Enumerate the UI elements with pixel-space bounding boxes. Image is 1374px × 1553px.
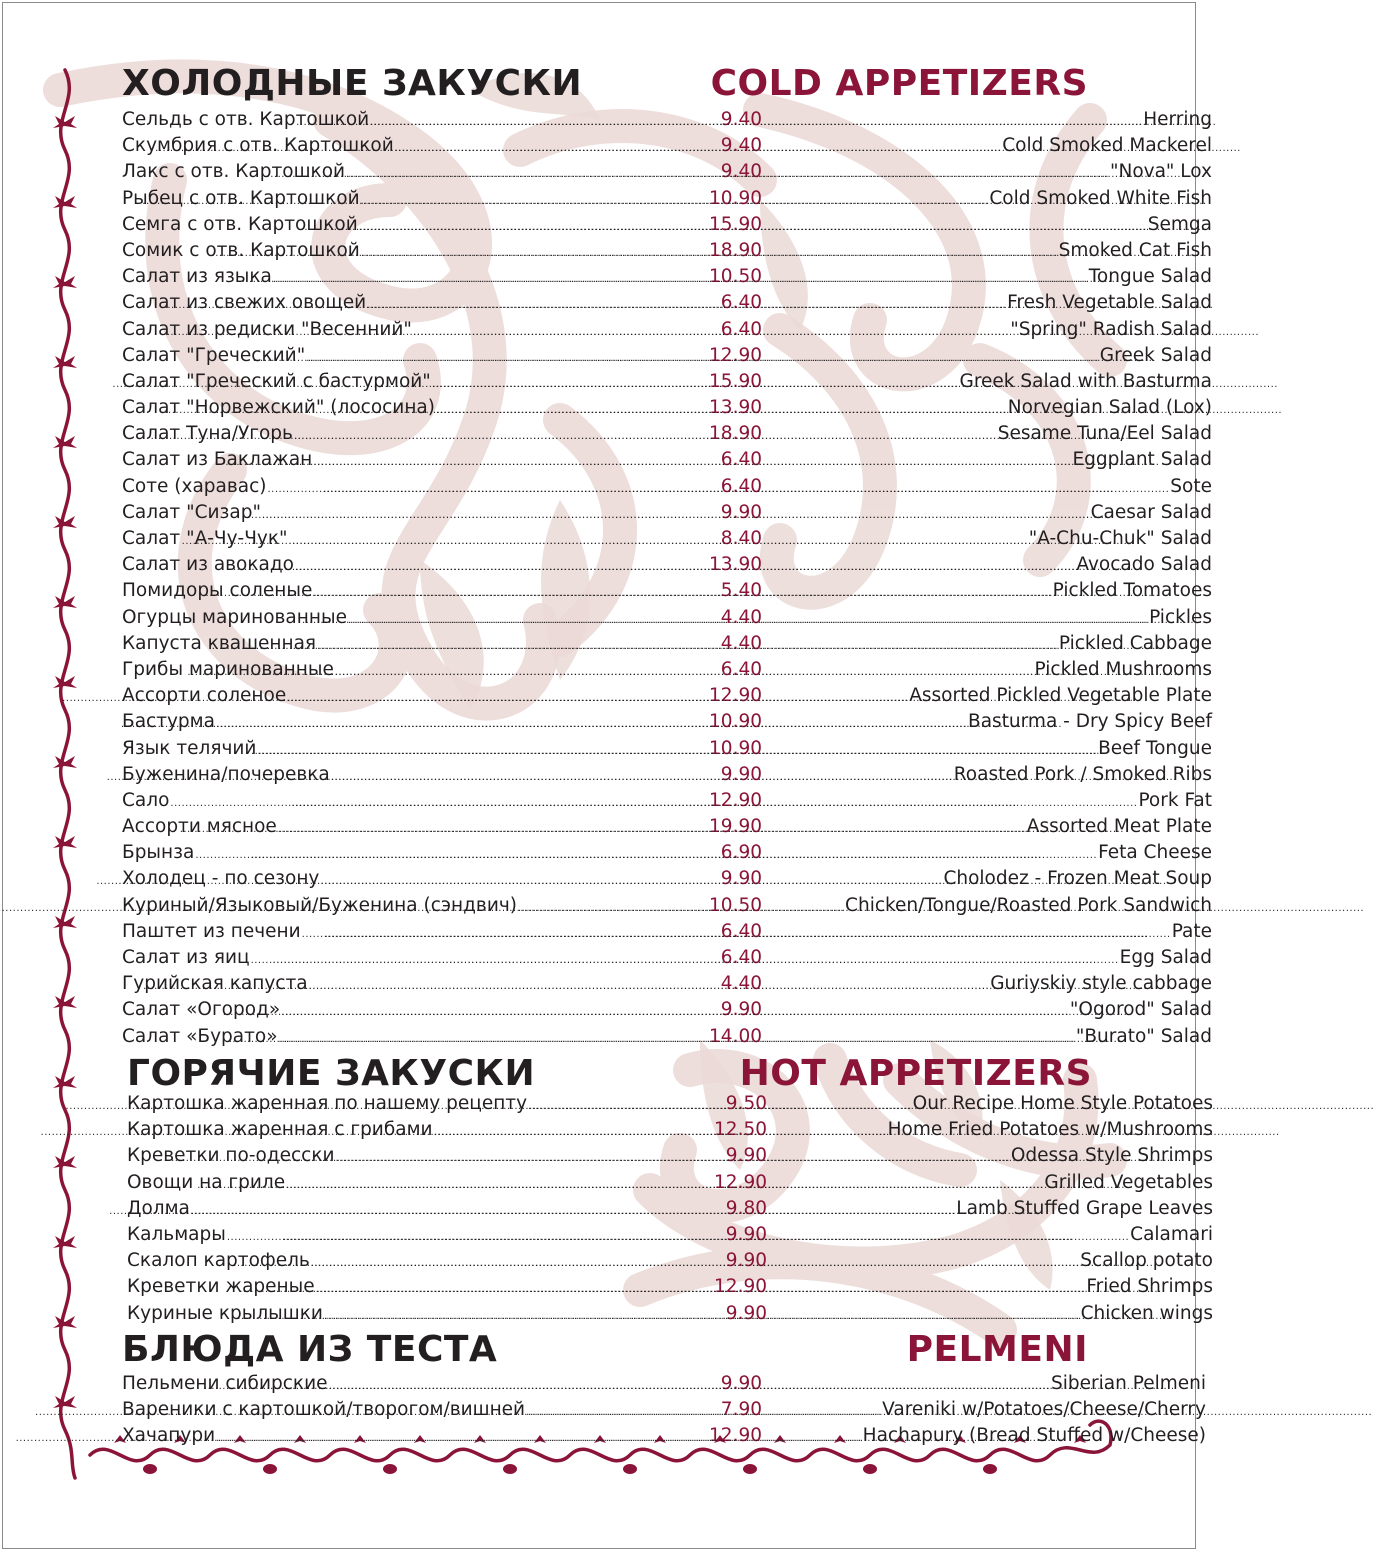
item-price: 12.90 [714,1171,767,1193]
menu-item-row [127,1091,1213,1117]
item-name-en-text: Eggplant Salad [1072,449,1212,471]
dough-title-en: PELMENI [906,1329,1088,1370]
item-name-en [775,1170,1213,1196]
item-name-ru-text: Салат из редиски "Весенний" [122,318,412,340]
item-name-en-text: Chicken wings [1080,1302,1213,1324]
item-name-en-text: Lamb Stuffed Grape Leaves [956,1197,1213,1219]
menu-item-row [122,133,1212,159]
menu-item-row [122,840,1212,866]
menu-item-row [122,552,1212,578]
menu-item-row [127,1117,1213,1143]
item-price: 12.90 [709,685,762,707]
item-name-en-text: "Nova" Lox [1109,161,1212,183]
item-price: 13.90 [709,554,762,576]
item-name-en [766,709,1212,735]
item-price: 9.90 [720,868,762,890]
menu-item-row [127,1301,1213,1327]
item-name-en [775,1196,1213,1222]
cold-title-en: COLD APPETIZERS [710,63,1088,104]
menu-item-row [122,317,1212,343]
item-name-ru-text: Картошка жаренная с грибами [127,1119,433,1141]
menu-item-row [122,578,1212,604]
item-name-en [766,186,1212,212]
menu-item-row [122,683,1212,709]
item-name-ru-text: Вареники с картошкой/творогом/вишней [122,1399,526,1421]
item-price: 12.90 [714,1276,767,1298]
item-name-en-text: Basturma - Dry Spicy Beef [968,711,1212,733]
menu-item-row [122,474,1212,500]
cold-title-ru: ХОЛОДНЫЕ ЗАКУСКИ [122,63,583,104]
item-name-en-text: Cold Smoked Mackerel [1002,135,1212,157]
item-name-ru-text: Пельмени сибирские [122,1373,328,1394]
item-price: 9.90 [725,1302,767,1324]
item-name-en [766,1423,1206,1449]
item-name-en-text: Odessa Style Shrimps [1010,1145,1213,1167]
item-price: 10.50 [709,894,762,916]
item-name-ru-text: Салат «Огород» [122,999,281,1021]
hot-title-ru: ГОРЯЧИЕ ЗАКУСКИ [127,1053,536,1094]
item-name-en [766,997,1212,1023]
menu-item-row [122,159,1212,185]
item-name-ru-text: Салат из авокадо [122,554,294,576]
menu-item-row [122,1024,1212,1050]
item-name-ru-text: Салат из Баклажан [122,449,313,471]
item-name-en-text: Assorted Meat Plate [1026,816,1212,838]
menu-item-row [127,1170,1213,1196]
item-price: 8.40 [720,528,762,549]
item-name-ru-text: Долма [127,1197,190,1219]
item-name-en-text: Tongue Salad [1088,266,1212,288]
item-name-en-text: Assorted Pickled Vegetable Plate [909,685,1212,707]
item-price: 4.40 [720,632,762,654]
item-name-en-text: Calamari [1130,1223,1213,1245]
item-price: 12.90 [709,789,762,811]
item-name-en-text: Roasted Pork / Smoked Ribs [953,763,1212,785]
item-price: 19.90 [709,816,762,838]
menu-item-row [127,1143,1213,1169]
item-price: 6.90 [720,842,762,864]
item-name-en [766,290,1212,316]
item-name-en [766,945,1212,971]
item-name-ru-text: Семга с отв. Картошкой [122,213,358,235]
item-name-en [766,447,1212,473]
item-price: 6.40 [720,475,762,497]
item-name-ru-text: Салат Туна/Угорь [122,423,293,445]
item-name-ru-text: Сало [122,789,170,811]
item-name-en [766,107,1212,133]
item-name-en [766,421,1212,447]
item-name-ru-text: Сельдь с отв. Картошкой [122,109,370,130]
item-name-en-text: Smoked Cat Fish [1058,239,1212,261]
item-name-en-text: "Burato" Salad [1075,1025,1212,1047]
item-name-ru-text: Гурийская капуста [122,973,308,995]
item-name-en-text: Pickles [1149,606,1212,628]
item-name-en [766,683,1212,709]
menu-item-row [122,866,1212,892]
menu-item-row [122,657,1212,683]
dot-leader [775,1304,1080,1330]
item-name-en-text: Siberian Pelmeni [1051,1373,1206,1394]
item-name-ru-text: Кальмары [127,1223,226,1245]
item-name-ru-text: Помидоры соленые [122,580,313,602]
item-name-en [766,1024,1212,1050]
item-name-en-text: Greek Salad with Basturma [959,370,1212,392]
item-name-ru-text: Соте (харавас) [122,475,267,497]
menu-item-row [122,395,1212,421]
item-name-ru-text: Салат "Греческий" [122,344,306,366]
dough-title-ru: БЛЮДА ИЗ ТЕСТА [122,1329,498,1370]
item-price: 10.90 [709,711,762,733]
item-name-en [766,159,1212,185]
item-price: 6.40 [720,920,762,942]
item-name-en [766,578,1212,604]
item-name-ru-text: Рыбец с отв. Картошкой [122,187,360,209]
item-name-ru-text: Салат "Норвежский" (лососина) [122,397,435,419]
menu-item-row [122,447,1212,473]
menu-item-row [122,814,1212,840]
item-name-en-text: Scallop potato [1080,1250,1213,1272]
item-name-en [766,526,1212,552]
menu-item-row [127,1248,1213,1274]
item-price: 9.40 [720,161,762,183]
item-name-ru-text: Куриный/Языковый/Буженина (сэндвич) [122,894,517,916]
item-name-ru-text: Холодец - по сезону [122,868,320,890]
item-price: 12.50 [714,1119,767,1141]
item-name-en [775,1091,1213,1117]
item-name-en [766,605,1212,631]
left-vine-border [35,60,95,1480]
item-name-ru-text: Огурцы маринованные [122,606,347,628]
menu-item-row [127,1196,1213,1222]
item-name-en-text: "A-Chu-Chuk" Salad [1028,528,1212,549]
menu-item-row [122,919,1212,945]
item-name-en-text: Fresh Vegetable Salad [1007,292,1212,314]
item-name-en-text: Semga [1147,213,1212,235]
menu-item-row [122,1371,1206,1397]
dot-leader [766,1027,1075,1053]
item-name-en-text: Herring [1143,109,1212,130]
menu-item-row [122,1397,1206,1423]
menu-item-row [122,893,1212,919]
item-name-en-text: Beef Tongue [1098,737,1212,759]
item-name-en-text: Cholodez - Frozen Meat Soup [943,868,1212,890]
item-name-en-text: Vareniki w/Potatoes/Cheese/Cherry [882,1399,1206,1421]
item-name-en-text: Norvegian Salad (Lox) [1007,397,1212,419]
item-price: 9.90 [720,501,762,523]
item-price: 4.40 [720,606,762,628]
item-name-ru-text: Салат "А-Чу-Чук" [122,528,288,549]
item-name-ru-text: Овощи на гриле [127,1171,286,1193]
menu-item-row [122,526,1212,552]
menu-item-row [122,500,1212,526]
menu-item-row [122,945,1212,971]
item-name-en [775,1143,1213,1169]
menu-item-row [122,709,1212,735]
item-name-en-text: Grilled Vegetables [1044,1171,1213,1193]
dot-leader [766,1426,862,1452]
item-name-en [775,1248,1213,1274]
item-name-ru-text: Скумбрия с отв. Картошкой [122,135,394,157]
item-name-en [766,866,1212,892]
menu-item-row [122,997,1212,1023]
item-name-en-text: Greek Salad [1099,344,1212,366]
item-name-en [766,788,1212,814]
item-price: 14.00 [709,1025,762,1047]
menu-item-row [122,238,1212,264]
item-name-ru-text: Куриные крылышки [127,1302,323,1324]
item-name-ru-text: Салат из яиц [122,947,250,968]
item-name-en-text: "Spring" Radish Salad [1010,318,1212,340]
item-name-en [766,552,1212,578]
menu-item-row [122,186,1212,212]
item-name-en [766,343,1212,369]
item-name-en [766,1397,1206,1423]
item-name-en-text: Pate [1171,920,1212,942]
item-price: 12.90 [709,1425,762,1447]
menu-item-row [122,264,1212,290]
item-price: 5.40 [720,580,762,602]
item-price: 9.90 [720,763,762,785]
menu-item-row [122,736,1212,762]
item-name-ru-text: Грибы маринованные [122,658,334,680]
item-name-en [766,762,1212,788]
item-name-en [775,1301,1213,1327]
item-price: 9.80 [725,1197,767,1219]
item-name-en-text: Pickled Tomatoes [1052,580,1212,602]
item-name-ru-text: Бастурма [122,711,215,733]
item-name-en-text: Avocado Salad [1076,554,1212,576]
item-name-ru-text: Салат из свежих овощей [122,292,367,314]
item-name-ru-text: Салат «Бурато» [122,1025,278,1047]
item-price: 13.90 [709,397,762,419]
item-price: 18.90 [709,239,762,261]
item-price: 9.90 [725,1145,767,1167]
item-name-en-text: "Ogorod" Salad [1069,999,1212,1021]
item-name-ru-text: Скалоп картофель [127,1250,310,1272]
item-name-en-text: Egg Salad [1119,947,1212,968]
item-name-en-text: Pickled Mushrooms [1034,658,1212,680]
item-name-en-text: Cold Smoked White Fish [989,187,1212,209]
menu-item-row [122,290,1212,316]
item-name-en [766,212,1212,238]
item-name-en [775,1222,1213,1248]
item-name-ru-text: Паштет из печени [122,920,301,942]
item-price: 9.90 [720,1373,762,1394]
menu-item-row [122,788,1212,814]
item-name-en [766,631,1212,657]
item-name-en [766,369,1212,395]
item-name-ru-text: Ассорти мясное [122,816,277,838]
hot-items-list [127,1091,1213,1327]
item-name-en [766,1371,1206,1397]
item-name-ru-text: Ассорти соленое [122,685,287,707]
item-name-en [766,500,1212,526]
item-name-en [766,893,1212,919]
dough-items-list [122,1371,1206,1450]
item-name-ru-text: Креветки жареные [127,1276,315,1298]
item-name-ru-text: Салат "Сизар" [122,501,261,523]
item-name-ru-text: Сомик с отв. Картошкой [122,239,360,261]
item-name-en-text: Fried Shrimps [1086,1276,1213,1298]
item-name-en [766,971,1212,997]
item-name-en [766,474,1212,500]
item-name-en-text: Home Fried Potatoes w/Mushrooms [887,1119,1213,1141]
item-name-en [766,264,1212,290]
menu-item-row [122,421,1212,447]
item-name-en [766,657,1212,683]
item-name-en [766,840,1212,866]
item-price: 15.90 [709,370,762,392]
item-name-en-text: Caesar Salad [1090,501,1212,523]
item-name-en [766,317,1212,343]
item-name-ru-text: Буженина/почеревка [122,763,330,785]
item-price: 12.90 [709,344,762,366]
item-price: 10.50 [709,266,762,288]
item-name-ru-text: Салат из языка [122,266,272,288]
item-name-ru-text: Капуста квашенная [122,632,317,654]
item-price: 15.90 [709,213,762,235]
item-name-ru-text: Хачапури [122,1425,216,1447]
item-price: 7.90 [720,1399,762,1421]
item-name-en-text: Our Recipe Home Style Potatoes [912,1093,1213,1114]
hot-title-en: HOT APPETIZERS [739,1053,1092,1094]
menu-item-row [127,1222,1213,1248]
item-name-ru-text: Лакс с отв. Картошкой [122,161,346,183]
item-price: 9.40 [720,135,762,157]
item-price: 9.50 [725,1093,767,1114]
item-price: 18.90 [709,423,762,445]
item-name-en-text: Guriyskiy style cabbage [990,973,1212,995]
menu-item-row [122,631,1212,657]
item-price: 10.90 [709,187,762,209]
item-name-en-text: Pork Fat [1138,789,1212,811]
menu-item-row [122,762,1212,788]
item-price: 6.40 [720,292,762,314]
item-price: 9.90 [725,1250,767,1272]
menu-item-row [122,1423,1206,1449]
item-price: 10.90 [709,737,762,759]
item-name-ru-text: Картошка жаренная по нашему рецепту [127,1093,528,1114]
item-price: 4.40 [720,973,762,995]
item-price: 6.40 [720,318,762,340]
item-name-en-text: Hachapury (Bread Stuffed w/Cheese) [862,1425,1206,1447]
menu-item-row [122,605,1212,631]
item-price: 6.40 [720,947,762,968]
item-price: 9.90 [720,999,762,1021]
item-name-en [766,133,1212,159]
item-name-ru-text: Салат "Греческий с бастурмой" [122,370,431,392]
menu-item-row [122,971,1212,997]
item-name-en [766,919,1212,945]
item-name-en [766,736,1212,762]
item-name-en-text: Sote [1170,475,1212,497]
item-name-en [766,395,1212,421]
menu-item-row [122,343,1212,369]
menu-item-row [122,369,1212,395]
item-name-en-text: Sesame Tuna/Eel Salad [997,423,1212,445]
menu-item-row [122,212,1212,238]
item-price: 9.40 [720,109,762,130]
item-name-ru-text: Брынза [122,842,195,864]
item-name-en-text: Chicken/Tongue/Roasted Pork Sandwich [845,894,1212,916]
item-name-en-text: Feta Cheese [1098,842,1212,864]
item-price: 9.90 [725,1223,767,1245]
item-price: 6.40 [720,658,762,680]
item-name-en-text: Pickled Cabbage [1058,632,1212,654]
item-name-en [766,238,1212,264]
item-name-en [775,1274,1213,1300]
item-name-en [775,1117,1213,1143]
item-name-ru-text: Креветки по-одесски [127,1145,335,1167]
menu-item-row [122,107,1212,133]
item-name-ru-text: Язык телячий [122,737,257,759]
item-price: 6.40 [720,449,762,471]
menu-item-row [127,1274,1213,1300]
cold-items-list [122,107,1212,1050]
item-name-en [766,814,1212,840]
